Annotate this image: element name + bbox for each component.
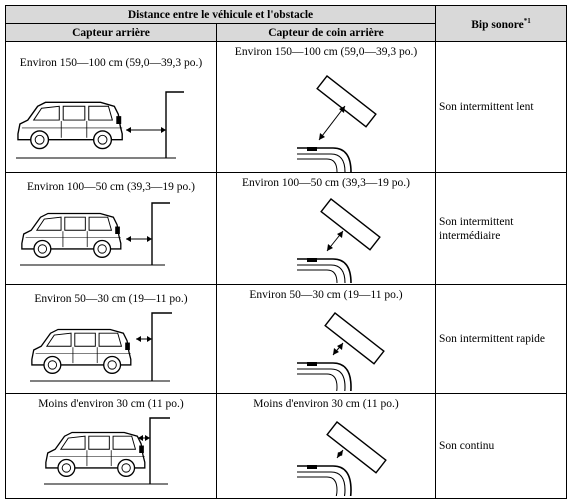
rear-sensor-cell [6,42,217,173]
beep-cell [436,42,567,173]
corner-sensor-cell [217,42,436,173]
beep-description-cont: intermédiaire [439,229,501,242]
table-row [6,42,567,173]
rear-sensor-illustration [44,414,214,496]
obstacle-block [317,76,376,127]
corner-sensor-illustration [257,191,427,283]
corner-sensor-header: Capteur de coin arrière [217,24,436,42]
rear-distance-label: Environ 100—50 cm (39,3—19 po.) [26,181,195,193]
obstacle-wall [152,203,170,265]
table-row [6,394,567,499]
beep-description: Son intermittent lent [439,101,534,113]
obstacle-wall [166,92,184,158]
beep-description: Son intermittent rapide [439,333,546,345]
rear-distance-label: Environ 150—100 cm (59,0—39,3 po.) [19,57,203,69]
sensor-distance-table [5,5,567,499]
obstacle-wall [150,418,170,484]
corner-sensor-cell [217,285,436,394]
rear-distance-label: Moins d'environ 30 cm (11 po.) [38,398,184,410]
distance-arrow [319,106,345,140]
corner-distance-label: Environ 150—100 cm (59,0—39,3 po.) [234,46,418,58]
beep-cell [436,285,567,394]
corner-sensor-illustration [257,303,427,391]
distance-header: Distance entre le véhicule et l'obstacle [6,6,436,24]
rear-sensor-illustration [30,309,210,391]
rear-sensor-header: Capteur arrière [6,24,217,42]
corner-sensor-cell [217,394,436,499]
rear-sensor-cell [6,173,217,285]
obstacle-wall [152,313,172,381]
rear-distance-label: Environ 50—30 cm (19—11 po.) [34,293,188,305]
table-row [6,285,567,394]
beep-header-label: Bip sonore [471,18,524,31]
corner-sensor-cell [217,173,436,285]
obstacle-block [325,313,384,364]
beep-description: Son intermittent [439,215,514,228]
corner-distance-label: Moins d'environ 30 cm (11 po.) [253,398,399,410]
beep-header [436,6,567,42]
beep-footnote-ref: *1 [523,16,531,25]
corner-sensor-illustration [257,60,427,172]
beep-cell [436,394,567,499]
corner-sensor-illustration [257,412,427,496]
obstacle-block [321,199,380,250]
beep-cell [436,173,567,285]
rear-sensor-cell [6,394,217,499]
rear-sensor-cell [6,285,217,394]
rear-sensor-illustration [16,82,206,172]
corner-distance-label: Environ 100—50 cm (39,3—19 po.) [241,177,410,189]
beep-description: Son continu [439,440,495,452]
table-row [6,173,567,285]
rear-sensor-illustration [20,199,210,281]
obstacle-block [327,422,386,473]
corner-distance-label: Environ 50—30 cm (19—11 po.) [249,289,403,301]
